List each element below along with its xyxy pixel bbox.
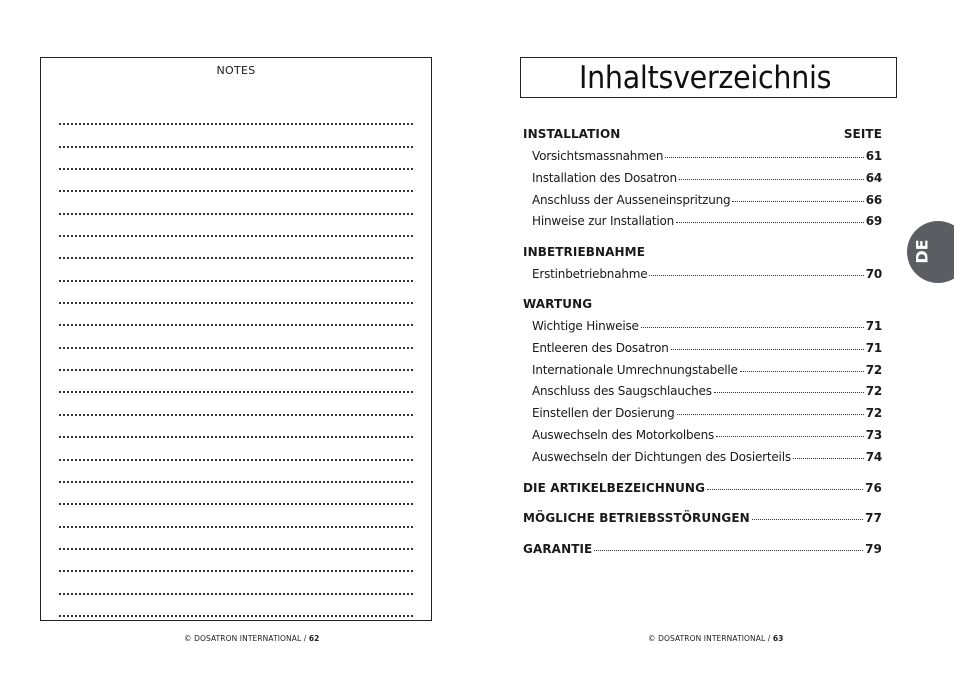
footer-brand: © DOSATRON INTERNATIONAL <box>184 634 302 643</box>
notes-line <box>59 282 413 304</box>
footer-page-number: 63 <box>772 634 784 643</box>
footer-separator: / <box>767 634 771 643</box>
toc-entry-label: Vorsichtsmassnahmen <box>532 149 664 163</box>
toc-entry-row <box>532 147 882 165</box>
notes-line <box>59 416 413 438</box>
toc-page-number: 71 <box>865 319 882 333</box>
notes-line <box>59 215 413 237</box>
notes-line <box>59 349 413 371</box>
toc-entry-row <box>532 212 882 230</box>
notes-line <box>59 326 413 348</box>
toc-entry-row <box>532 448 882 466</box>
toc-entry-label: Hinweise zur Installation <box>532 214 675 229</box>
toc-page-number: 76 <box>865 481 882 495</box>
toc-page-number: 72 <box>865 384 882 399</box>
toc-section-title: WARTUNG <box>523 297 593 311</box>
notes-line <box>59 192 413 214</box>
footer-brand: © DOSATRON INTERNATIONAL <box>648 634 766 643</box>
notes-line <box>59 483 413 505</box>
toc-page-number: 72 <box>865 362 882 377</box>
toc-section-row <box>523 479 882 497</box>
toc-entry-row <box>532 339 882 357</box>
notes-line <box>59 103 413 125</box>
toc-entry-label: Auswechseln des Motorkolbens <box>532 428 715 442</box>
notes-line <box>59 148 413 170</box>
notes-line <box>59 393 413 415</box>
notes-line <box>59 125 413 147</box>
toc-leader-dots <box>641 326 864 328</box>
toc-entry-row <box>532 382 882 400</box>
toc-section-title: MÖGLICHE BETRIEBSSTÖRUNGEN <box>523 511 750 525</box>
language-tab <box>907 221 954 283</box>
toc-page-number: 66 <box>865 192 882 207</box>
footer-right <box>648 634 783 643</box>
toc-section-title: GARANTIE <box>523 542 593 556</box>
toc-leader-dots <box>665 156 863 158</box>
toc-section-row <box>523 295 882 313</box>
toc-leader-dots <box>793 457 864 459</box>
toc-entry-row <box>532 265 882 283</box>
notes-line <box>59 461 413 483</box>
toc-page-header: SEITE <box>843 127 882 141</box>
notes-box <box>40 57 432 621</box>
toc-section-row <box>523 540 882 558</box>
footer-left <box>184 634 319 643</box>
toc-leader-dots <box>716 435 864 437</box>
toc-page-number: 74 <box>865 449 882 464</box>
footer-page-number: 62 <box>308 634 320 643</box>
toc-entry-row <box>532 361 882 379</box>
notes-lines <box>59 103 413 617</box>
notes-line <box>59 170 413 192</box>
toc-section-title: INBETRIEBNAHME <box>523 245 645 259</box>
notes-line <box>59 595 413 617</box>
toc-entry-label: Internationale Umrechnungstabelle <box>532 362 738 377</box>
toc-entry-row <box>532 191 882 209</box>
notes-line <box>59 528 413 550</box>
toc-section-title: DIE ARTIKELBEZEICHNUNG <box>523 481 706 495</box>
footer-separator: / <box>303 634 307 643</box>
toc-entry-label: Entleeren des Dosatron <box>532 340 669 355</box>
toc-entry-label: Installation des Dosatron <box>532 170 677 185</box>
toc-entry-label: Einstellen der Dosierung <box>532 406 675 421</box>
toc-section-title: INSTALLATION <box>523 127 621 141</box>
notes-line <box>59 572 413 594</box>
toc-leader-dots <box>649 274 863 276</box>
toc-entry-label: Auswechseln der Dichtungen des Dosierteils <box>532 449 791 464</box>
notes-line <box>59 550 413 572</box>
toc-title-box <box>520 57 897 98</box>
toc-entry-label: Anschluss des Saugschlauches <box>532 384 712 399</box>
notes-title: NOTES <box>216 64 256 77</box>
toc-page-number: 69 <box>865 214 882 229</box>
toc-section-row <box>523 125 882 143</box>
toc-leader-dots <box>671 348 864 350</box>
toc-leader-dots <box>732 200 863 202</box>
language-tab-label: DE <box>912 239 932 264</box>
notes-line <box>59 505 413 527</box>
toc-page-number: 70 <box>865 267 882 281</box>
notes-line <box>59 237 413 259</box>
toc-section-row <box>523 509 882 527</box>
notes-line <box>59 259 413 281</box>
notes-line <box>59 438 413 460</box>
toc-entry-row <box>532 426 882 444</box>
toc-leader-dots <box>707 488 863 490</box>
toc-page-number: 72 <box>865 406 882 421</box>
toc-page-number: 64 <box>865 170 882 185</box>
toc-page-number: 61 <box>865 149 882 163</box>
toc-entry-row <box>532 317 882 335</box>
toc-leader-dots <box>679 178 864 180</box>
toc-section-row <box>523 243 882 261</box>
toc-entry-label: Anschluss der Ausseneinspritzung <box>532 192 731 207</box>
toc-entry-row <box>532 169 882 187</box>
toc-page-number: 73 <box>865 428 882 442</box>
toc-page-number: 77 <box>865 511 882 525</box>
toc-entry-label: Erstinbetriebnahme <box>532 267 648 281</box>
toc-leader-dots <box>714 391 864 393</box>
toc-page-number: 71 <box>865 340 882 355</box>
page-title: Inhaltsverzeichnis <box>579 60 832 96</box>
toc-leader-dots <box>676 221 864 223</box>
toc-entry-row <box>532 404 882 422</box>
toc-leader-dots <box>740 370 864 372</box>
toc-leader-dots <box>594 549 863 551</box>
toc-leader-dots <box>752 518 863 520</box>
notes-line <box>59 304 413 326</box>
notes-line <box>59 371 413 393</box>
toc-page-number: 79 <box>865 542 882 556</box>
toc-leader-dots <box>677 413 864 415</box>
toc-entry-label: Wichtige Hinweise <box>532 319 639 333</box>
